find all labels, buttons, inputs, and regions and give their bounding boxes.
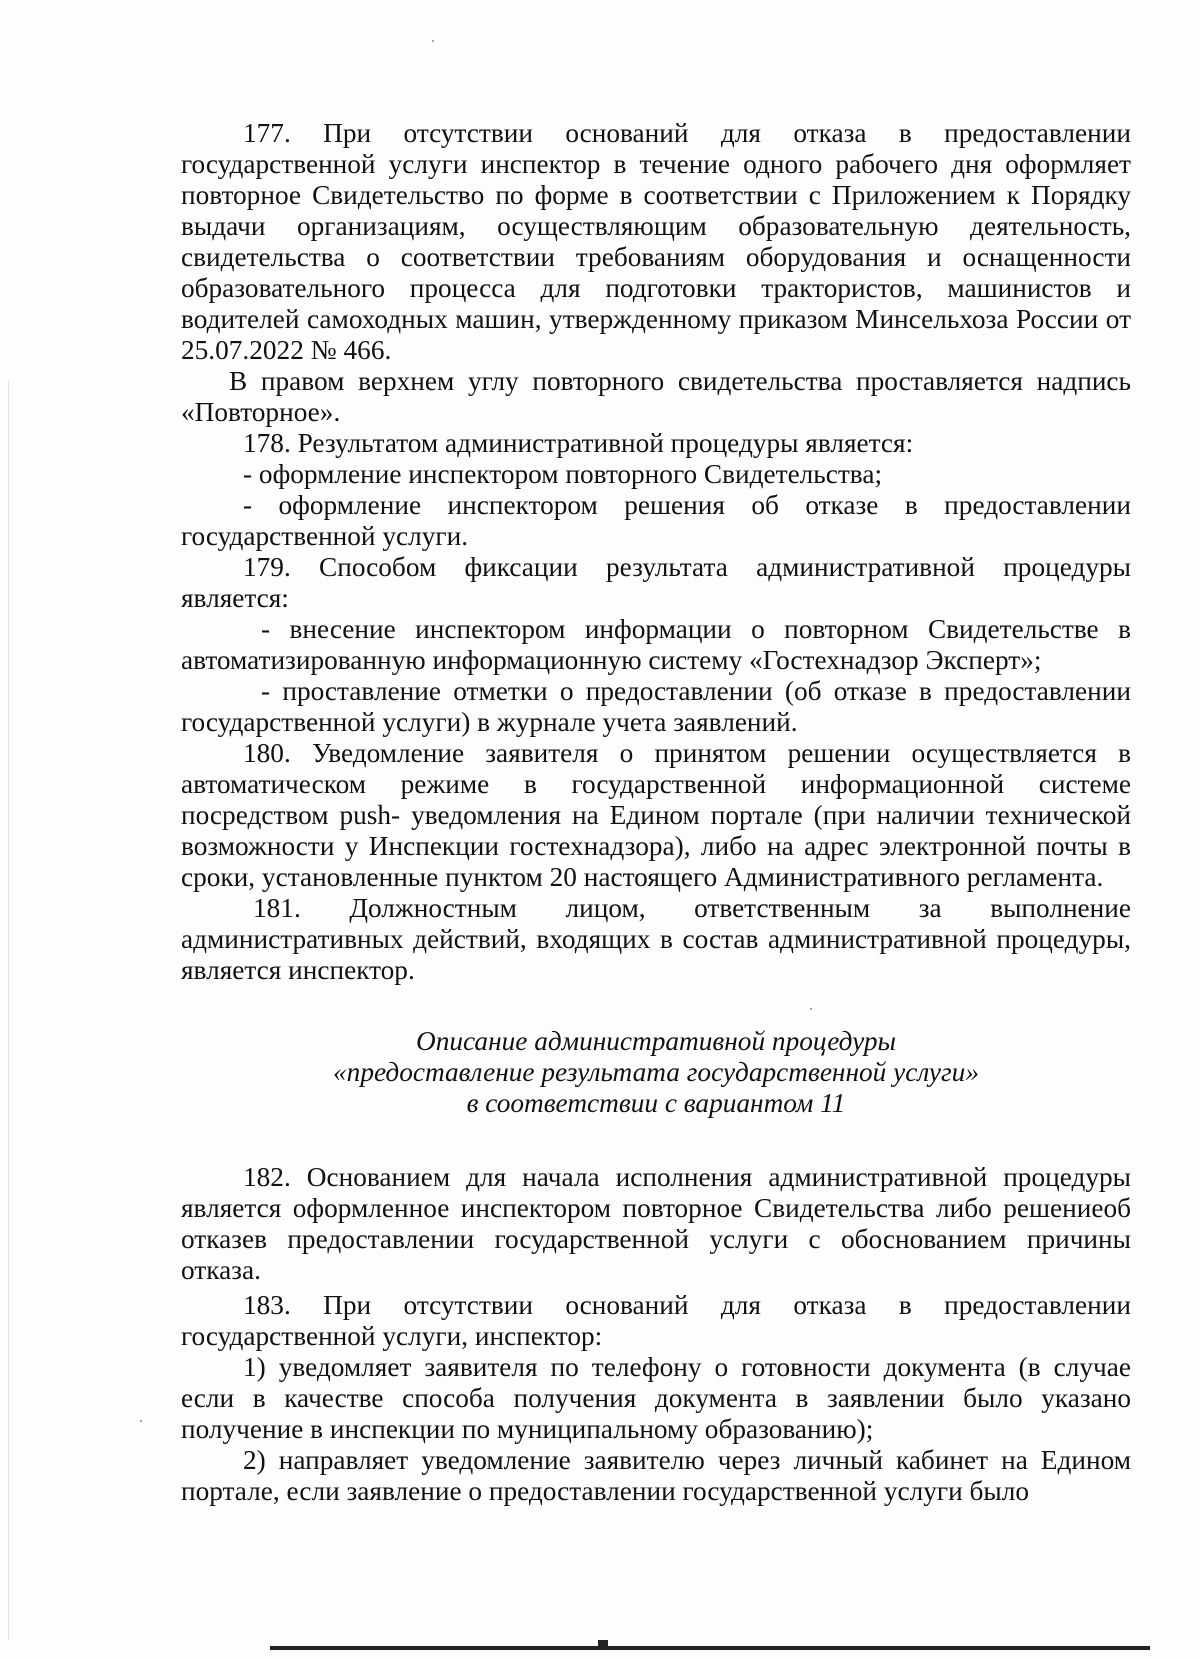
paragraph-183-item-1: 1) уведомляет заявителя по телефону о готовности документа (в случае если в качестве способа получения документа в заявлении было указано получение в инспекции по муниципальному образованию); xyxy=(181,1352,1131,1444)
section-heading-line-1: Описание административной процедуры xyxy=(416,1026,896,1056)
paragraph-179-item-2: - проставление отметки о предоставлении (об отказе в предоставлении государственной услуги) в журнале учета заявлений. xyxy=(181,676,1131,737)
paragraph-181: 181. Должностным лицом, ответственным за выполнение административных действий, входящих в состав административной процедуры, является инспектор. xyxy=(181,893,1131,985)
paragraph-180: 180. Уведомление заявителя о принятом решении осуществляется в автоматическом режиме в государственной информационной системе посредством push- уведомления на Едином портале (при наличии технической возможности у Инспекции гостехнадзора), либо на адрес электронной почты в сроки, установленные пунктом 20 настоящего Административного регламента. xyxy=(181,738,1131,892)
bottom-scan-mark xyxy=(598,1640,608,1648)
section-heading-line-2: «предоставление результата государственной услуги» xyxy=(333,1057,979,1087)
paragraph-178-item-1: - оформление инспектором повторного Свидетельства; xyxy=(243,459,883,489)
document-body xyxy=(181,118,1131,1507)
paragraph-178: 178. Результатом административной процедуры является: xyxy=(243,428,914,458)
paragraph-183-item-2: 2) направляет уведомление заявителю через личный кабинет на Едином портале, если заявление о предоставлении государственной услуги было xyxy=(181,1445,1131,1506)
scan-speck xyxy=(140,1420,142,1422)
scan-edge-line xyxy=(8,380,9,1640)
paragraph-179: 179. Способом фиксации результата административной процедуры является: xyxy=(181,552,1131,613)
scan-speck xyxy=(432,40,434,42)
paragraph-178-item-2: - оформление инспектором решения об отказе в предоставлении государственной услуги. xyxy=(181,490,1131,551)
scan-speck xyxy=(810,1008,812,1010)
section-heading-line-3: в соответствии с вариантом 11 xyxy=(466,1088,846,1118)
paragraph-177: 177. При отсутствии оснований для отказа в предоставлении государственной услуги инспектор в течение одного рабочего дня оформляет повторное Свидетельство по форме в соответствии с Приложением к Порядку выдачи организациям, осуществляющим образовательную деятельность, свидетельства о соответствии требованиям оборудования и оснащенности образовательного процесса для подготовки трактористов, машинистов и водителей самоходных машин, утвержденному приказом Минсельхоза России от 25.07.2022 № 466. xyxy=(181,118,1131,365)
paragraph-182: 182. Основанием для начала исполнения административной процедуры является оформленное инспектором повторное Свидетельства либо решениеоб отказев предоставлении государственной услуги с обоснованием причины отказа. xyxy=(181,1162,1131,1285)
section-heading xyxy=(181,1026,1131,1119)
bottom-scan-edge xyxy=(270,1646,1150,1650)
paragraph-183: 183. При отсутствии оснований для отказа в предоставлении государственной услуги, инспектор: xyxy=(181,1290,1131,1351)
paragraph-177-note: В правом верхнем углу повторного свидетельства проставляется надпись «Повторное». xyxy=(181,366,1131,427)
paragraph-179-item-1: - внесение инспектором информации о повторном Свидетельстве в автоматизированную информационную систему «Гостехнадзор Эксперт»; xyxy=(181,614,1131,675)
